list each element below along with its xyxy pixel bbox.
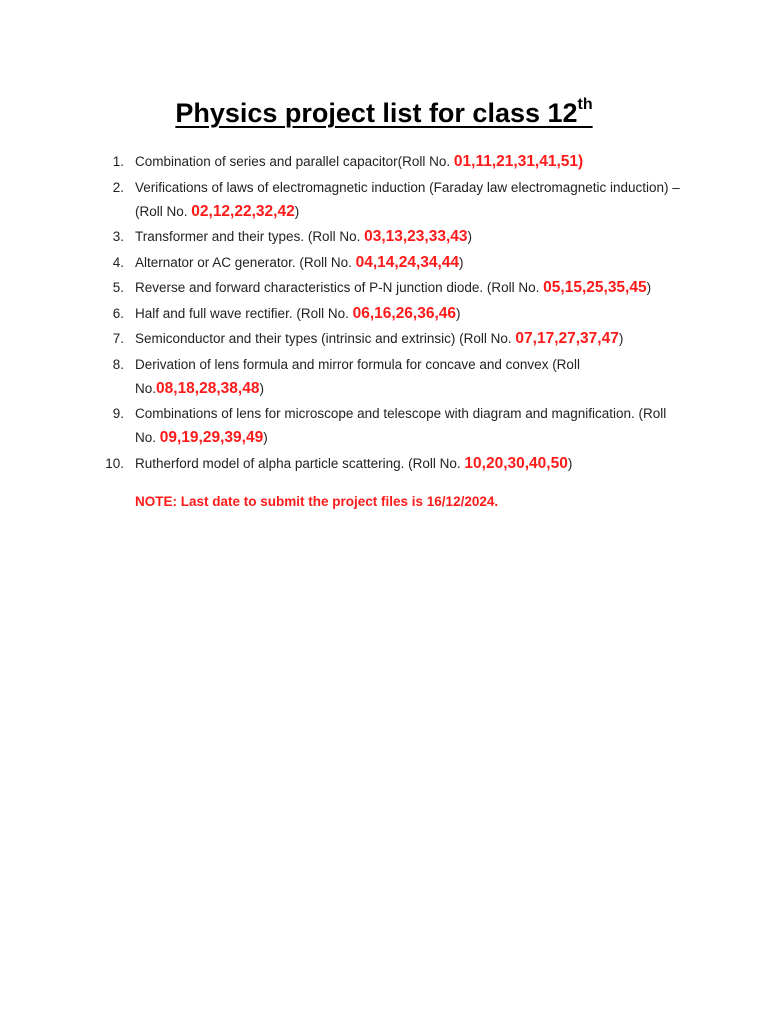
item-suffix: ) <box>467 229 473 244</box>
roll-numbers: 09,19,29,39,49 <box>159 429 264 446</box>
title-superscript: th <box>577 96 593 113</box>
roll-numbers: 07,17,27,37,47 <box>515 330 619 347</box>
roll-numbers: 04,14,24,34,44 <box>355 253 460 271</box>
item-text: Transformer and their types. (Roll No. <box>135 229 365 244</box>
title-text <box>175 98 592 128</box>
item-suffix: ) <box>567 455 573 471</box>
project-item-8 <box>100 353 680 401</box>
roll-numbers: 08,18,28,38,48 <box>156 379 260 397</box>
item-text: Reverse and forward characteristics of P-N junction diode. (Roll No. <box>135 280 544 295</box>
project-item-10 <box>100 452 680 476</box>
item-suffix: ) <box>259 380 264 396</box>
item-number: 6. <box>112 305 124 321</box>
project-item-2 <box>100 176 680 224</box>
item-number: 5. <box>112 280 124 295</box>
roll-numbers: 06,16,26,36,46 <box>352 304 457 322</box>
item-text: Semiconductor and their types (intrinsic and extrinsic) (Roll No. <box>135 331 516 346</box>
submission-note: NOTE: Last date to submit the project files is 16/12/2024. <box>135 494 499 509</box>
item-text: Alternator or AC generator. (Roll No. <box>135 254 356 270</box>
item-suffix: ) <box>646 280 652 295</box>
project-list <box>100 150 680 477</box>
item-text: Verifications of laws of electromagnetic induction (Faraday law electromagnetic induction) – (Roll No. <box>135 179 680 219</box>
roll-numbers: 02,12,22,32,42 <box>191 202 295 220</box>
project-item-9 <box>100 402 680 450</box>
item-text: Combinations of lens for microscope and telescope with diagram and magnification. (Roll No. <box>135 406 667 445</box>
item-text: Derivation of lens formula and mirror formula for concave and convex (Roll No. <box>135 356 580 396</box>
project-item-5 <box>100 276 680 300</box>
project-item-6 <box>100 302 680 326</box>
item-number: 4. <box>112 254 124 270</box>
item-text: Half and full wave rectifier. (Roll No. <box>135 305 353 321</box>
item-number: 8. <box>112 356 124 372</box>
roll-numbers: 05,15,25,35,45 <box>543 279 647 296</box>
item-number: 9. <box>112 406 124 421</box>
page-title <box>0 96 768 130</box>
item-suffix: ) <box>459 254 464 270</box>
project-item-1 <box>100 150 680 174</box>
item-suffix: ) <box>456 305 461 321</box>
item-suffix: ) <box>263 430 268 445</box>
item-number: 3. <box>112 229 124 244</box>
roll-numbers: 03,13,23,33,43 <box>364 228 468 245</box>
title-main: Physics project list for class 12 <box>175 98 578 128</box>
item-number: 2. <box>112 179 124 195</box>
item-text: Combination of series and parallel capacitor(Roll No. <box>135 154 454 169</box>
item-number: 1. <box>112 154 124 169</box>
roll-numbers: 10,20,30,40,50 <box>464 454 568 472</box>
roll-numbers: 01,11,21,31,41,51) <box>453 153 584 170</box>
item-suffix: ) <box>294 203 300 219</box>
project-item-7 <box>100 327 680 351</box>
item-number: 10. <box>105 455 124 471</box>
project-item-4 <box>100 251 680 275</box>
item-number: 7. <box>112 331 124 346</box>
item-text: Rutherford model of alpha particle scattering. (Roll No. <box>135 455 465 471</box>
item-suffix: ) <box>618 331 624 346</box>
project-item-3 <box>100 225 680 249</box>
